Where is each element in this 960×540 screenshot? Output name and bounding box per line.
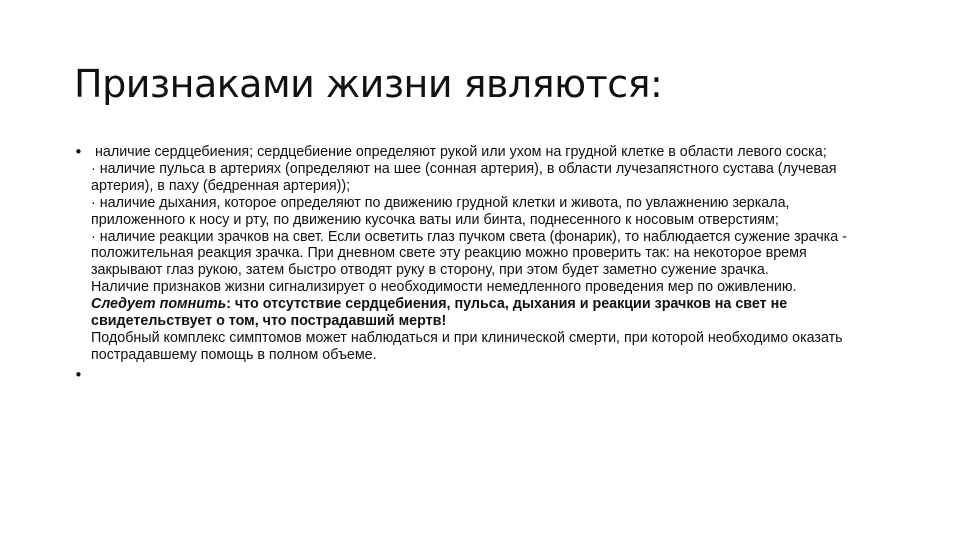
- bullet-body: [91, 144, 874, 364]
- paragraph-clinical-death: Подобный комплекс симптомов может наблюдаться и при клинической смерти, при которой необходимо оказать пострадавшему помощь в полном объеме.: [91, 329, 843, 363]
- warning-emphasis: Следует помнить: [91, 296, 227, 313]
- paragraph-pupil-reaction: · наличие реакции зрачков на свет. Если осветить глаз пучком света (фонарик), то наблюдается сужение зрачка - положительная реакция зрачка. При дневном свете эту реакцию можно проверить так: на некоторое время закрывают глаз рукою, затем быстро отводят руку в сторону, при этом будет заметно сужение зрачка.: [91, 228, 847, 279]
- paragraph-warning: [91, 296, 874, 330]
- paragraph-breathing: · наличие дыхания, которое определяют по движению грудной клетки и живота, по увлажнению зеркала, приложенного к носу и рту, по движению кусочка ваты или бинта, поднесенного к носовым отверстиям;: [91, 194, 790, 228]
- bullet-item: [74, 144, 874, 364]
- bullet-dot-icon: •: [74, 365, 83, 384]
- warning-text: : что отсутствие сердцебиения, пульса, дыхания и реакции зрачков на свет не свидетельствует о том, что пострадавший мертв!: [91, 296, 788, 330]
- paragraph-pulse: · наличие пульса в артериях (определяют на шее (сонная артерия), в области лучезапястного сустава (лучевая артерия), в паху (бедренная артерия));: [91, 160, 837, 194]
- paragraph-heartbeat: наличие сердцебиения; сердцебиение определяют рукой или ухом на грудной клетке в области левого соска;: [95, 144, 827, 160]
- paragraph-resuscitation: Наличие признаков жизни сигнализирует о необходимости немедленного проведения мер по оживлению.: [91, 279, 797, 296]
- slide-title: Признаками жизни являются:: [74, 62, 663, 106]
- empty-bullet-item: [74, 367, 874, 387]
- bullet-dot-icon: •: [74, 143, 83, 161]
- slide-content: [74, 144, 874, 387]
